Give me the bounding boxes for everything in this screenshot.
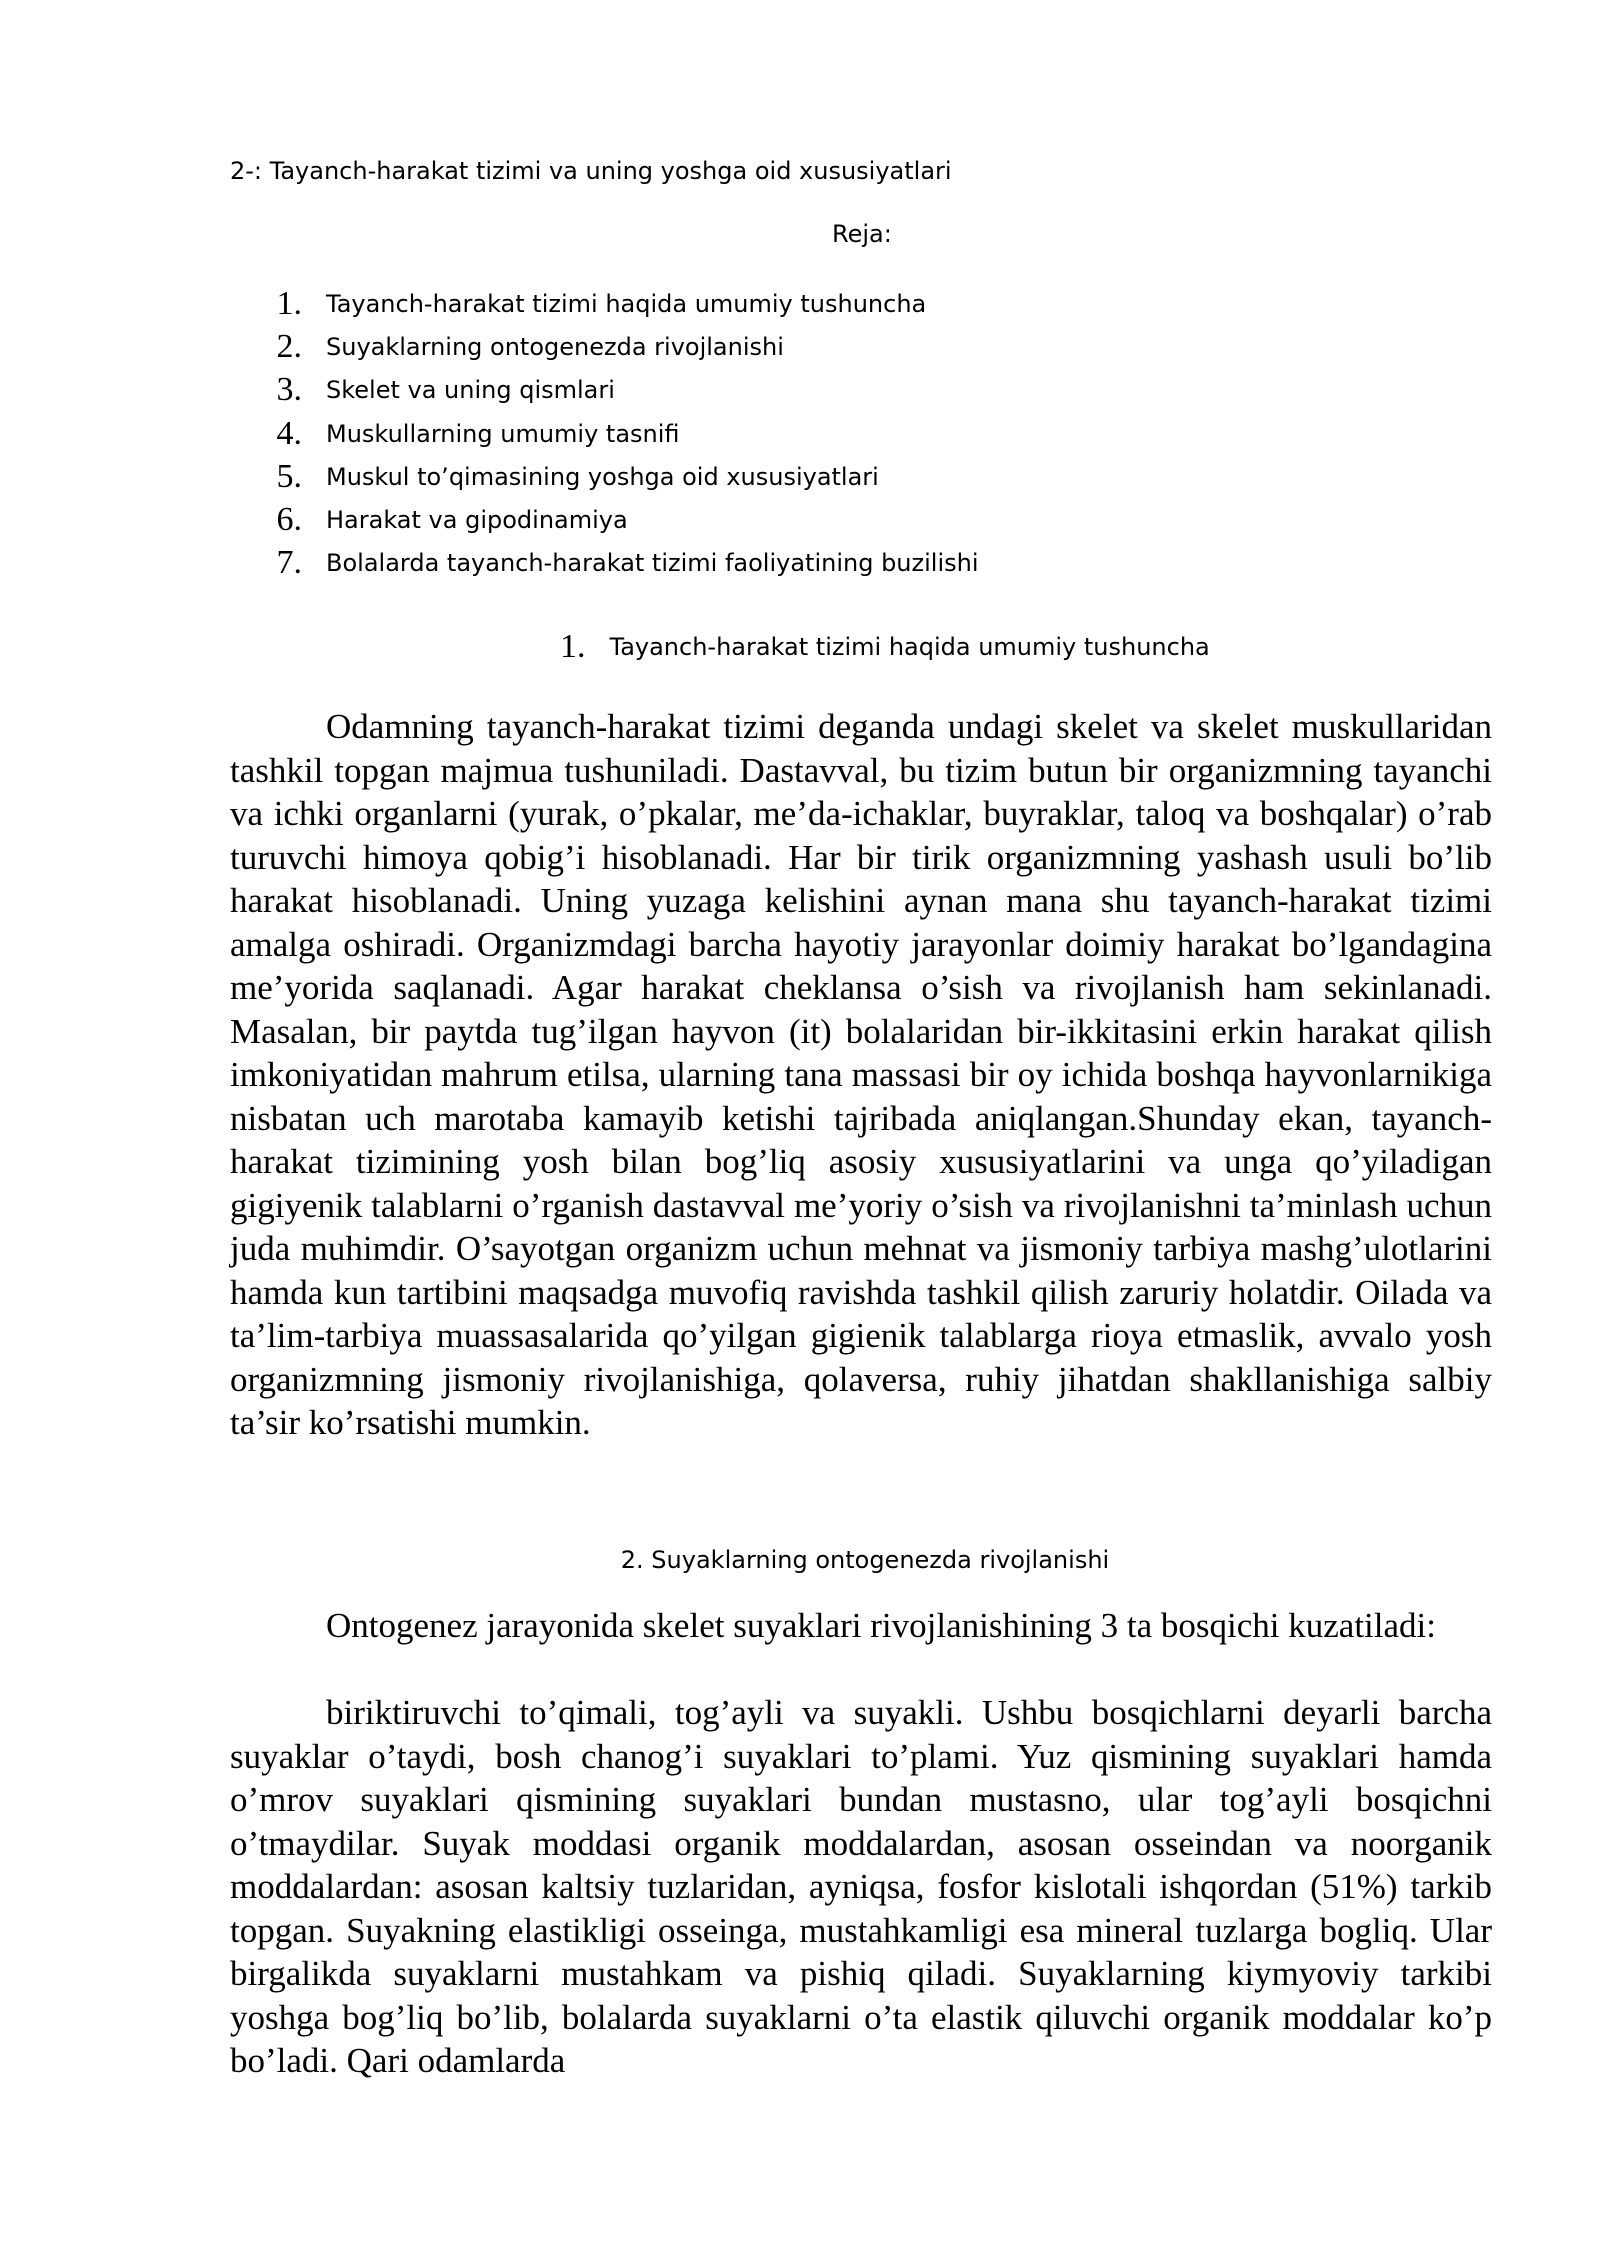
plan-item-number: 7.	[276, 544, 302, 582]
plan-item-text: Muskul to’qimasining yoshga oid xususiyatlari	[326, 462, 879, 491]
section2-paragraph-body: biriktiruvchi to’qimali, tog’ayli va suyakli. Ushbu bosqichlarni deyarli barcha suyaklar o’taydi, bosh chanog’i suyaklari to’plami. Yuz qismining suyaklari hamda o’mrov suyaklari qismining suyaklari bundan mustasno, ular tog’ayli bosqichni o’tmaydilar. Suyak moddasi organik moddalardan, asosan osseindan va noorganik moddalardan: asosan kaltsiy tuzlaridan, ayniqsa, fosfor kislotali ishqordan (51%) tarkib topgan. Suyakning elastikligi osseinga, mustahkamligi esa mineral tuzlarga bogliq. Ular birgalikda suyaklarni mustahkam va pishiq qiladi. Suyaklarning kiymyoviy tarkibi yoshga bog’liq bo’lib, bolalarda suyaklarni o’ta elastik qiluvchi organik moddalar ko’p bo’ladi. Qari odamlarda	[230, 1693, 1492, 2080]
plan-item-text: Bolalarda tayanch-harakat tizimi faoliyatining buzilishi	[326, 549, 979, 578]
plan-item	[230, 542, 979, 585]
plan-item	[230, 369, 979, 412]
section2-heading: 2. Suyaklarning ontogenezda rivojlanishi	[620, 1546, 1110, 1574]
plan-item	[230, 325, 979, 368]
plan-item-text: Suyaklarning ontogenezda rivojlanishi	[326, 332, 784, 361]
section1-number: 1.	[560, 628, 586, 665]
plan-item-text: Skelet va uning qismlari	[326, 376, 615, 405]
plan-item-number: 4.	[276, 414, 302, 452]
section2-paragraph-intro: Ontogenez jarayonida skelet suyaklari rivojlanishining 3 ta bosqichi kuzatiladi:	[326, 1606, 1436, 1645]
section1-title: Tayanch-harakat tizimi haqida umumiy tushuncha	[609, 633, 1210, 661]
plan-item-number: 5.	[276, 457, 302, 495]
plan-item-number: 3.	[276, 371, 302, 409]
plan-item	[230, 412, 979, 455]
plan-item	[230, 498, 979, 541]
section1-paragraph: Odamning tayanch-harakat tizimi deganda undagi skelet va skelet muskullaridan tashkil topgan majmua tushuniladi. Dastavval, bu tizim butun bir organizmning tayanchi va ichki organlarni (yurak, o’pkalar, me’da-ichaklar, buyraklar, taloq va boshqalar) o’rab turuvchi himoya qobig’i hisoblanadi. Har bir tirik organizmning yashash usuli bo’lib harakat hisoblanadi. Uning yuzaga kelishini aynan mana shu tayanch-harakat tizimi amalga oshiradi. Organizmdagi barcha hayotiy jarayonlar doimiy harakat bo’lgandagina me’yorida saqlanadi. Agar harakat cheklansa o’sish va rivojlanish ham sekinlanadi. Masalan, bir paytda tug’ilgan hayvon (it) bolalaridan bir-ikkitasini erkin harakat qilish imkoniyatidan mahrum etilsa, ularning tana massasi bir oy ichida boshqa hayvonlarnikiga nisbatan uch marotaba kamayib ketishi tajribada aniqlangan.Shunday ekan, tayanch-harakat tizimining yosh bilan bog’liq asosiy xususiyatlarini va unga qo’yiladigan gigiyenik talablarni o’rganish dastavval me’yoriy o’sish va rivojlanishni ta’minlash uchun juda muhimdir. O’sayotgan organizm uchun mehnat va jismoniy tarbiya mashg’ulotlarini hamda kun tartibini maqsadga muvofiq ravishda tashkil qilish zaruriy holatdir. Oilada va ta’lim-tarbiya muassasalarida qo’yilgan gigienik talablarga rioya etmaslik, avvalo yosh organizmning jismoniy rivojlanishiga, qolaversa, ruhiy jihatdan shakllanishiga salbiy ta’sir ko’rsatishi mumkin.	[230, 707, 1492, 1442]
topic-title: 2-: Tayanch-harakat tizimi va uning yoshga oid xususiyatlari	[230, 157, 952, 185]
plan-heading: Reja:	[832, 220, 892, 248]
plan-list	[230, 282, 979, 585]
section1-heading	[560, 628, 1210, 666]
plan-item-number: 2.	[276, 327, 302, 365]
plan-item-text: Tayanch-harakat tizimi haqida umumiy tushuncha	[326, 289, 927, 318]
plan-item-number: 1.	[276, 284, 302, 322]
plan-item-text: Harakat va gipodinamiya	[326, 506, 628, 535]
plan-item-number: 6.	[276, 501, 302, 539]
plan-item-text: Muskullarning umumiy tasnifi	[326, 419, 680, 448]
plan-item	[230, 282, 979, 325]
plan-item	[230, 455, 979, 498]
